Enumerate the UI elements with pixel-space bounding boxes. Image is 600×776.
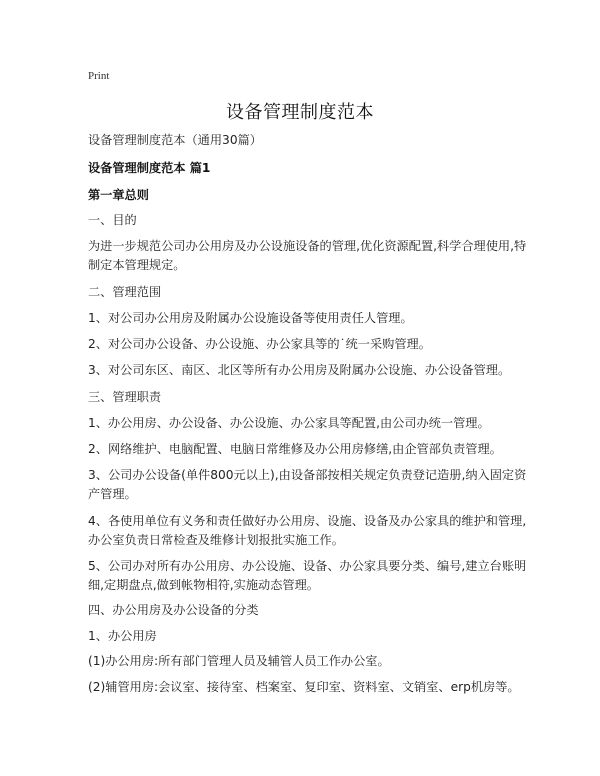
duty-item: 2、网络维护、电脑配置、电脑日常维修及办公用房修缮,由企管部负责管理。 xyxy=(88,442,502,456)
purpose-heading: 一、目的 xyxy=(88,213,137,227)
print-label: Print xyxy=(88,70,110,82)
scope-heading: 二、管理范围 xyxy=(88,285,162,299)
document-subtitle: 设备管理制度范本（通用30篇） xyxy=(88,133,262,147)
category-heading: 四、办公用房及办公设备的分类 xyxy=(88,603,259,617)
office-heading: 1、办公用房 xyxy=(88,629,157,643)
purpose-paragraph: 为进一步规范公司办公用房及办公设施设备的管理,优化资源配置,科学合理使用,特制定本管理规定。 xyxy=(88,239,527,272)
duty-item: 4、各使用单位有义务和责任做好办公用房、设施、设备及办公家具的维护和管理,办公室负责日常检查及维修计划报批实施工作。 xyxy=(88,514,527,547)
duty-heading: 三、管理职责 xyxy=(88,390,162,404)
duty-item: 1、办公用房、办公设备、办公设施、办公家具等配置,由公司办统一管理。 xyxy=(88,416,490,430)
office-item: (2)辅管用房:会议室、接待室、档案室、复印室、资料室、文销室、erp机房等。 xyxy=(88,680,520,694)
scope-item: 3、对公司东区、南区、北区等所有办公用房及附属办公设施、办公设备管理。 xyxy=(88,363,511,377)
scope-item: 1、对公司办公用房及附属办公设施设备等使用责任人管理。 xyxy=(88,311,413,325)
chapter-heading: 第一章总则 xyxy=(88,188,149,202)
scope-item: 2、对公司办公设备、办公设施、办公家具等的˙统一采购管理。 xyxy=(88,337,431,351)
duty-item: 5、公司办对所有办公用房、办公设施、设备、办公家具要分类、编号,建立台账明细,定期盘点,做到帐物相符,实施动态管理。 xyxy=(88,559,527,592)
duty-item: 3、公司办公设备(单件800元以上),由设备部按相关规定负责登记造册,纳入固定资产管理。 xyxy=(88,468,527,501)
office-item: (1)办公用房:所有部门管理人员及辅管人员工作办公室。 xyxy=(88,654,390,668)
section-heading: 设备管理制度范本 篇1 xyxy=(88,161,211,175)
page-title: 设备管理制度范本 xyxy=(226,102,374,123)
